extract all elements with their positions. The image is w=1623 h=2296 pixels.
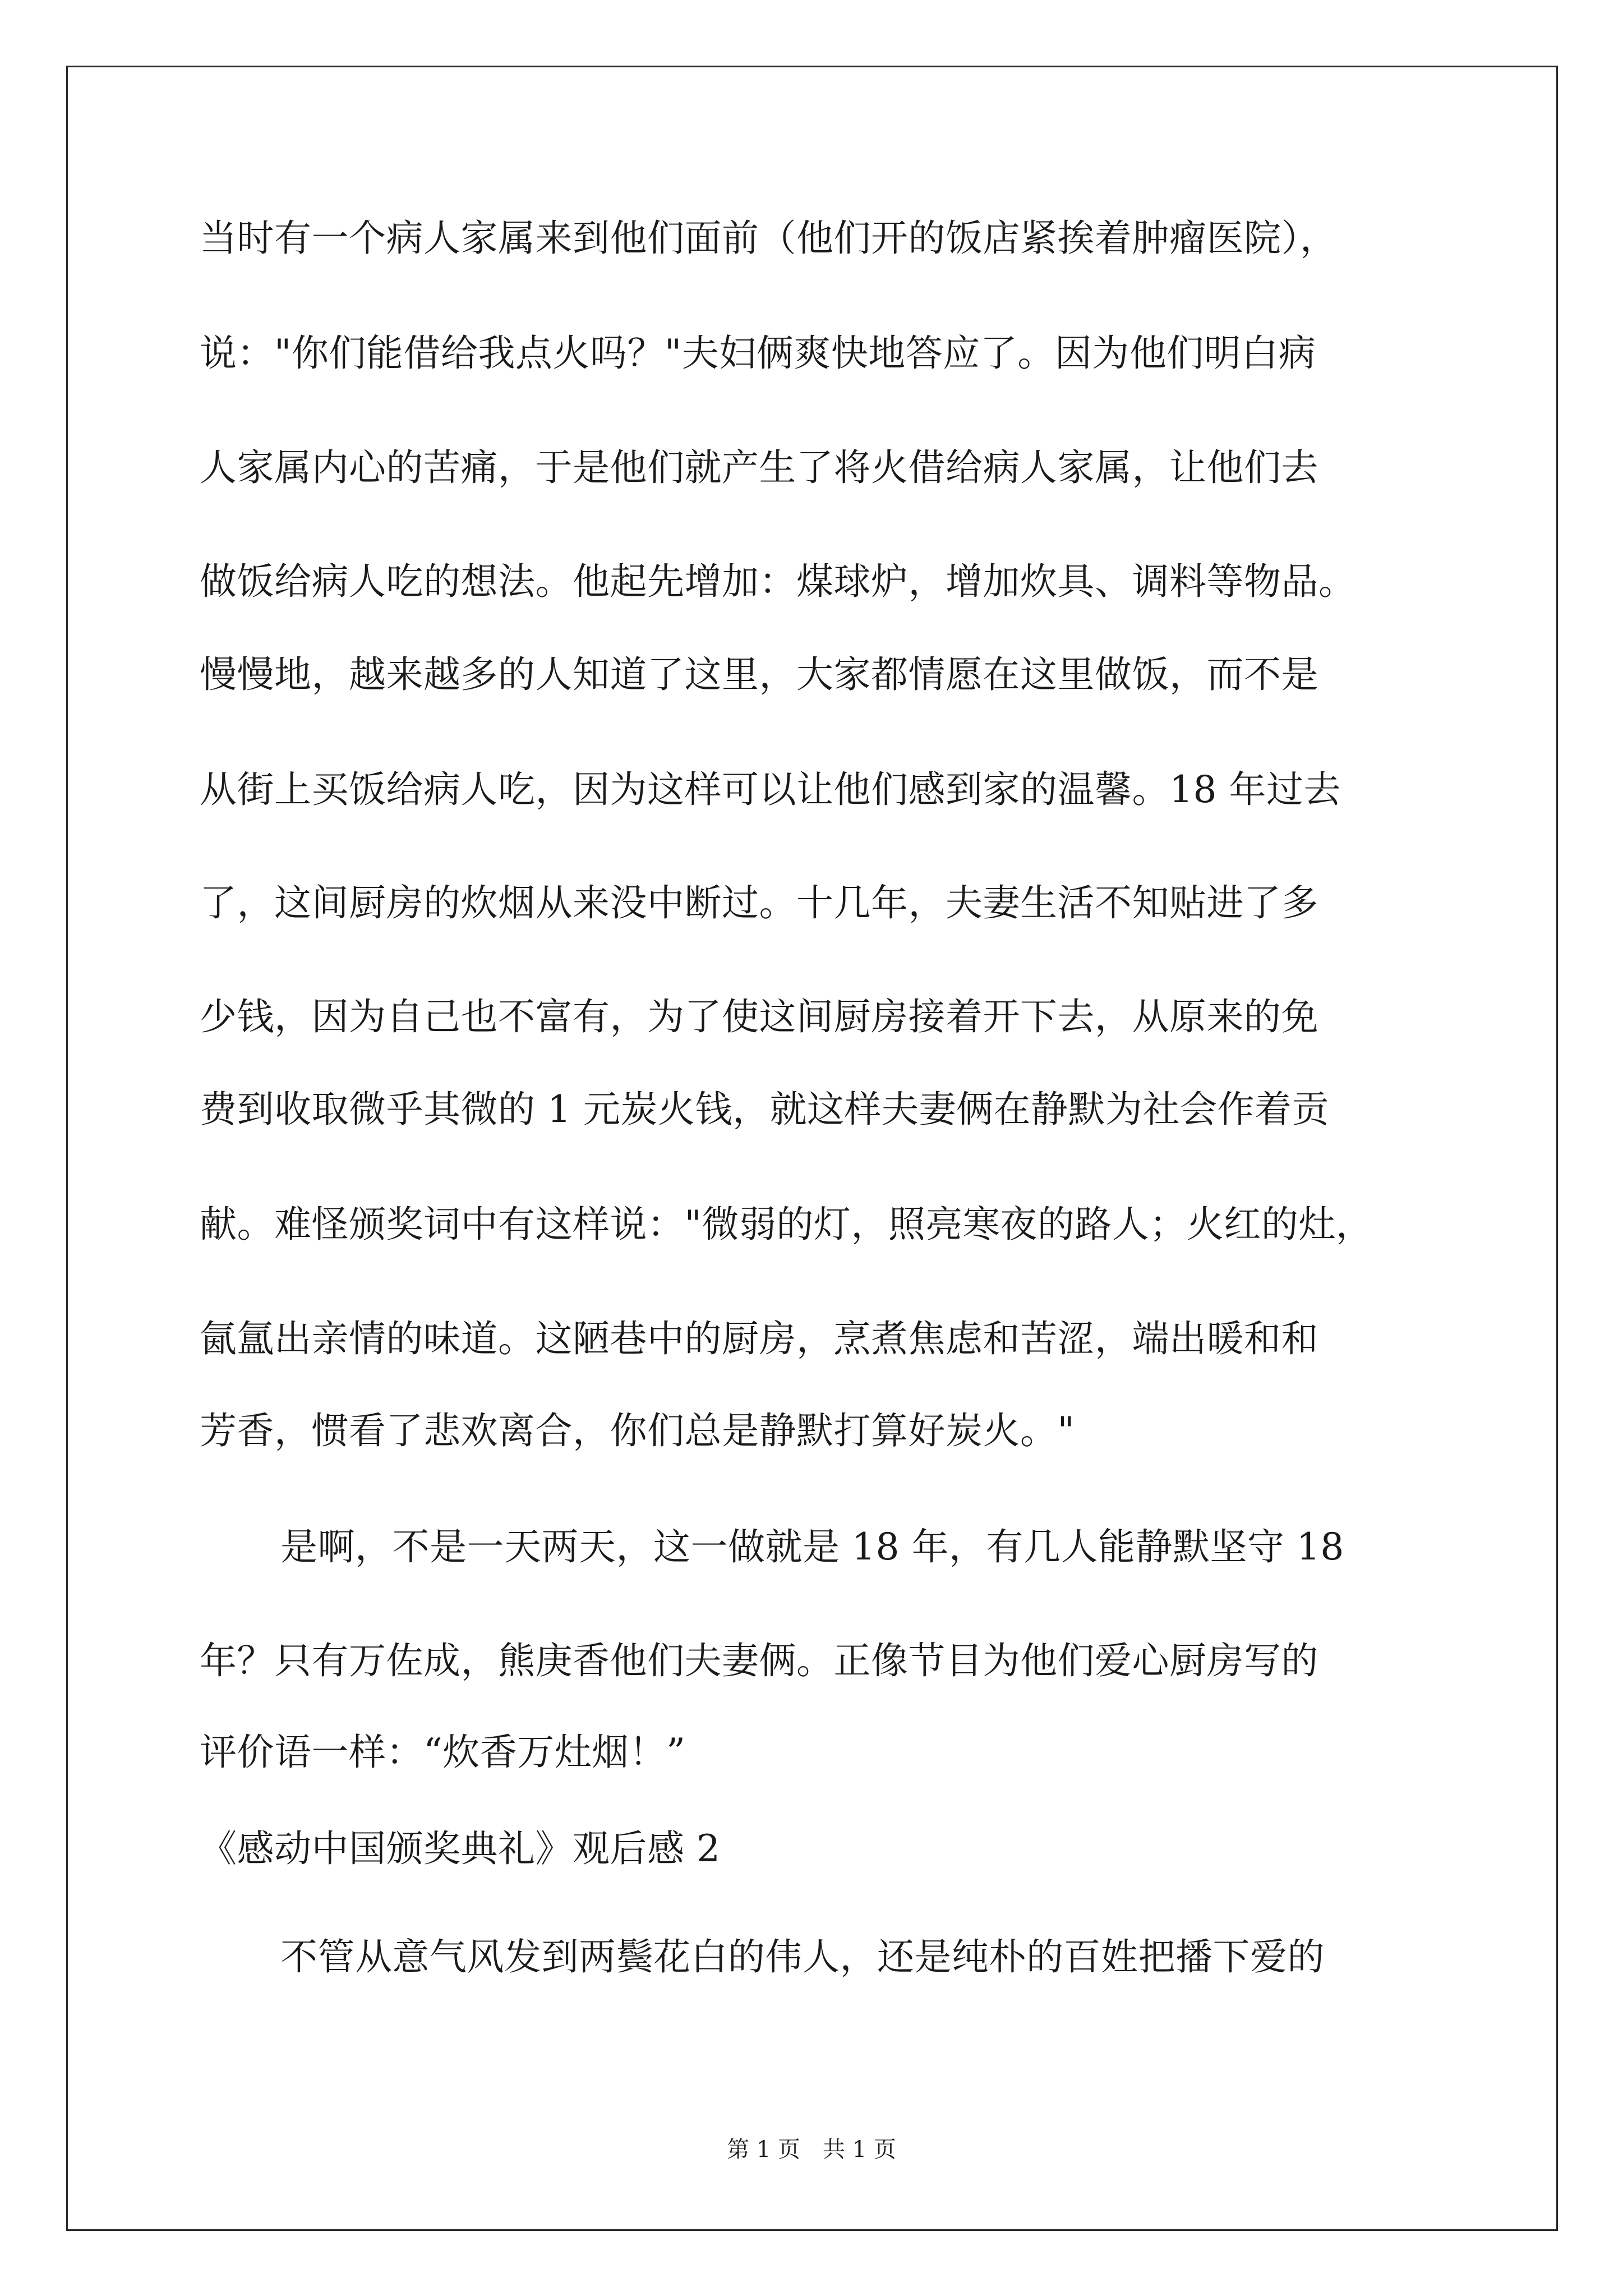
page-footer [0, 2138, 1623, 2161]
section-heading: 《感动中国颁奖典礼》观后感 2 [200, 1827, 721, 1870]
paragraph-line: 少钱，因为自己也不富有，为了使这间厨房接着开下去，从原来的免 [200, 995, 1318, 1038]
paragraph-line: 做饭给病人吃的想法。他起先增加：煤球炉，增加炊具、调料等物品。 [200, 560, 1356, 603]
paragraph-line: 芳香，惯看了悲欢离合，你们总是静默打算好炭火。" [200, 1409, 1075, 1452]
page-border [66, 66, 1558, 2231]
paragraph-line: 评价语一样：“炊香万灶烟！” [200, 1731, 686, 1774]
page-total: 共 1 页 [823, 2137, 896, 2162]
paragraph-line: 不管从意气风发到两鬓花白的伟人，还是纯朴的百姓把播下爱的 [280, 1935, 1325, 1978]
paragraph-line: 年？只有万佐成，熊庚香他们夫妻俩。正像节目为他们爱心厨房写的 [200, 1639, 1318, 1682]
paragraph-line: 人家属内心的苦痛，于是他们就产生了将火借给病人家属，让他们去 [200, 446, 1318, 489]
paragraph-line: 是啊，不是一天两天，这一做就是 18 年，有几人能静默坚守 18 [280, 1525, 1344, 1568]
paragraph-line: 氤氲出亲情的味道。这陋巷中的厨房，烹煮焦虑和苦涩，端出暖和和 [200, 1317, 1318, 1360]
paragraph-line: 慢慢地，越来越多的人知道了这里，大家都情愿在这里做饭，而不是 [200, 653, 1318, 696]
paragraph-line: 说："你们能借给我点火吗？"夫妇俩爽快地答应了。因为他们明白病 [200, 332, 1316, 375]
paragraph-line: 了，这间厨房的炊烟从来没中断过。十几年，夫妻生活不知贴进了多 [200, 881, 1318, 924]
paragraph-line: 费到收取微乎其微的 1 元炭火钱，就这样夫妻俩在静默为社会作着贡 [200, 1088, 1329, 1131]
paragraph-line: 献。难怪颁奖词中有这样说："微弱的灯，照亮寒夜的路人；火红的灶， [200, 1203, 1373, 1246]
paragraph-line: 从街上买饭给病人吃，因为这样可以让他们感到家的温馨。18 年过去 [200, 768, 1341, 811]
paragraph-line: 当时有一个病人家属来到他们面前（他们开的饭店紧挨着肿瘤医院）， [200, 217, 1338, 260]
page-number: 第 1 页 [727, 2137, 800, 2162]
